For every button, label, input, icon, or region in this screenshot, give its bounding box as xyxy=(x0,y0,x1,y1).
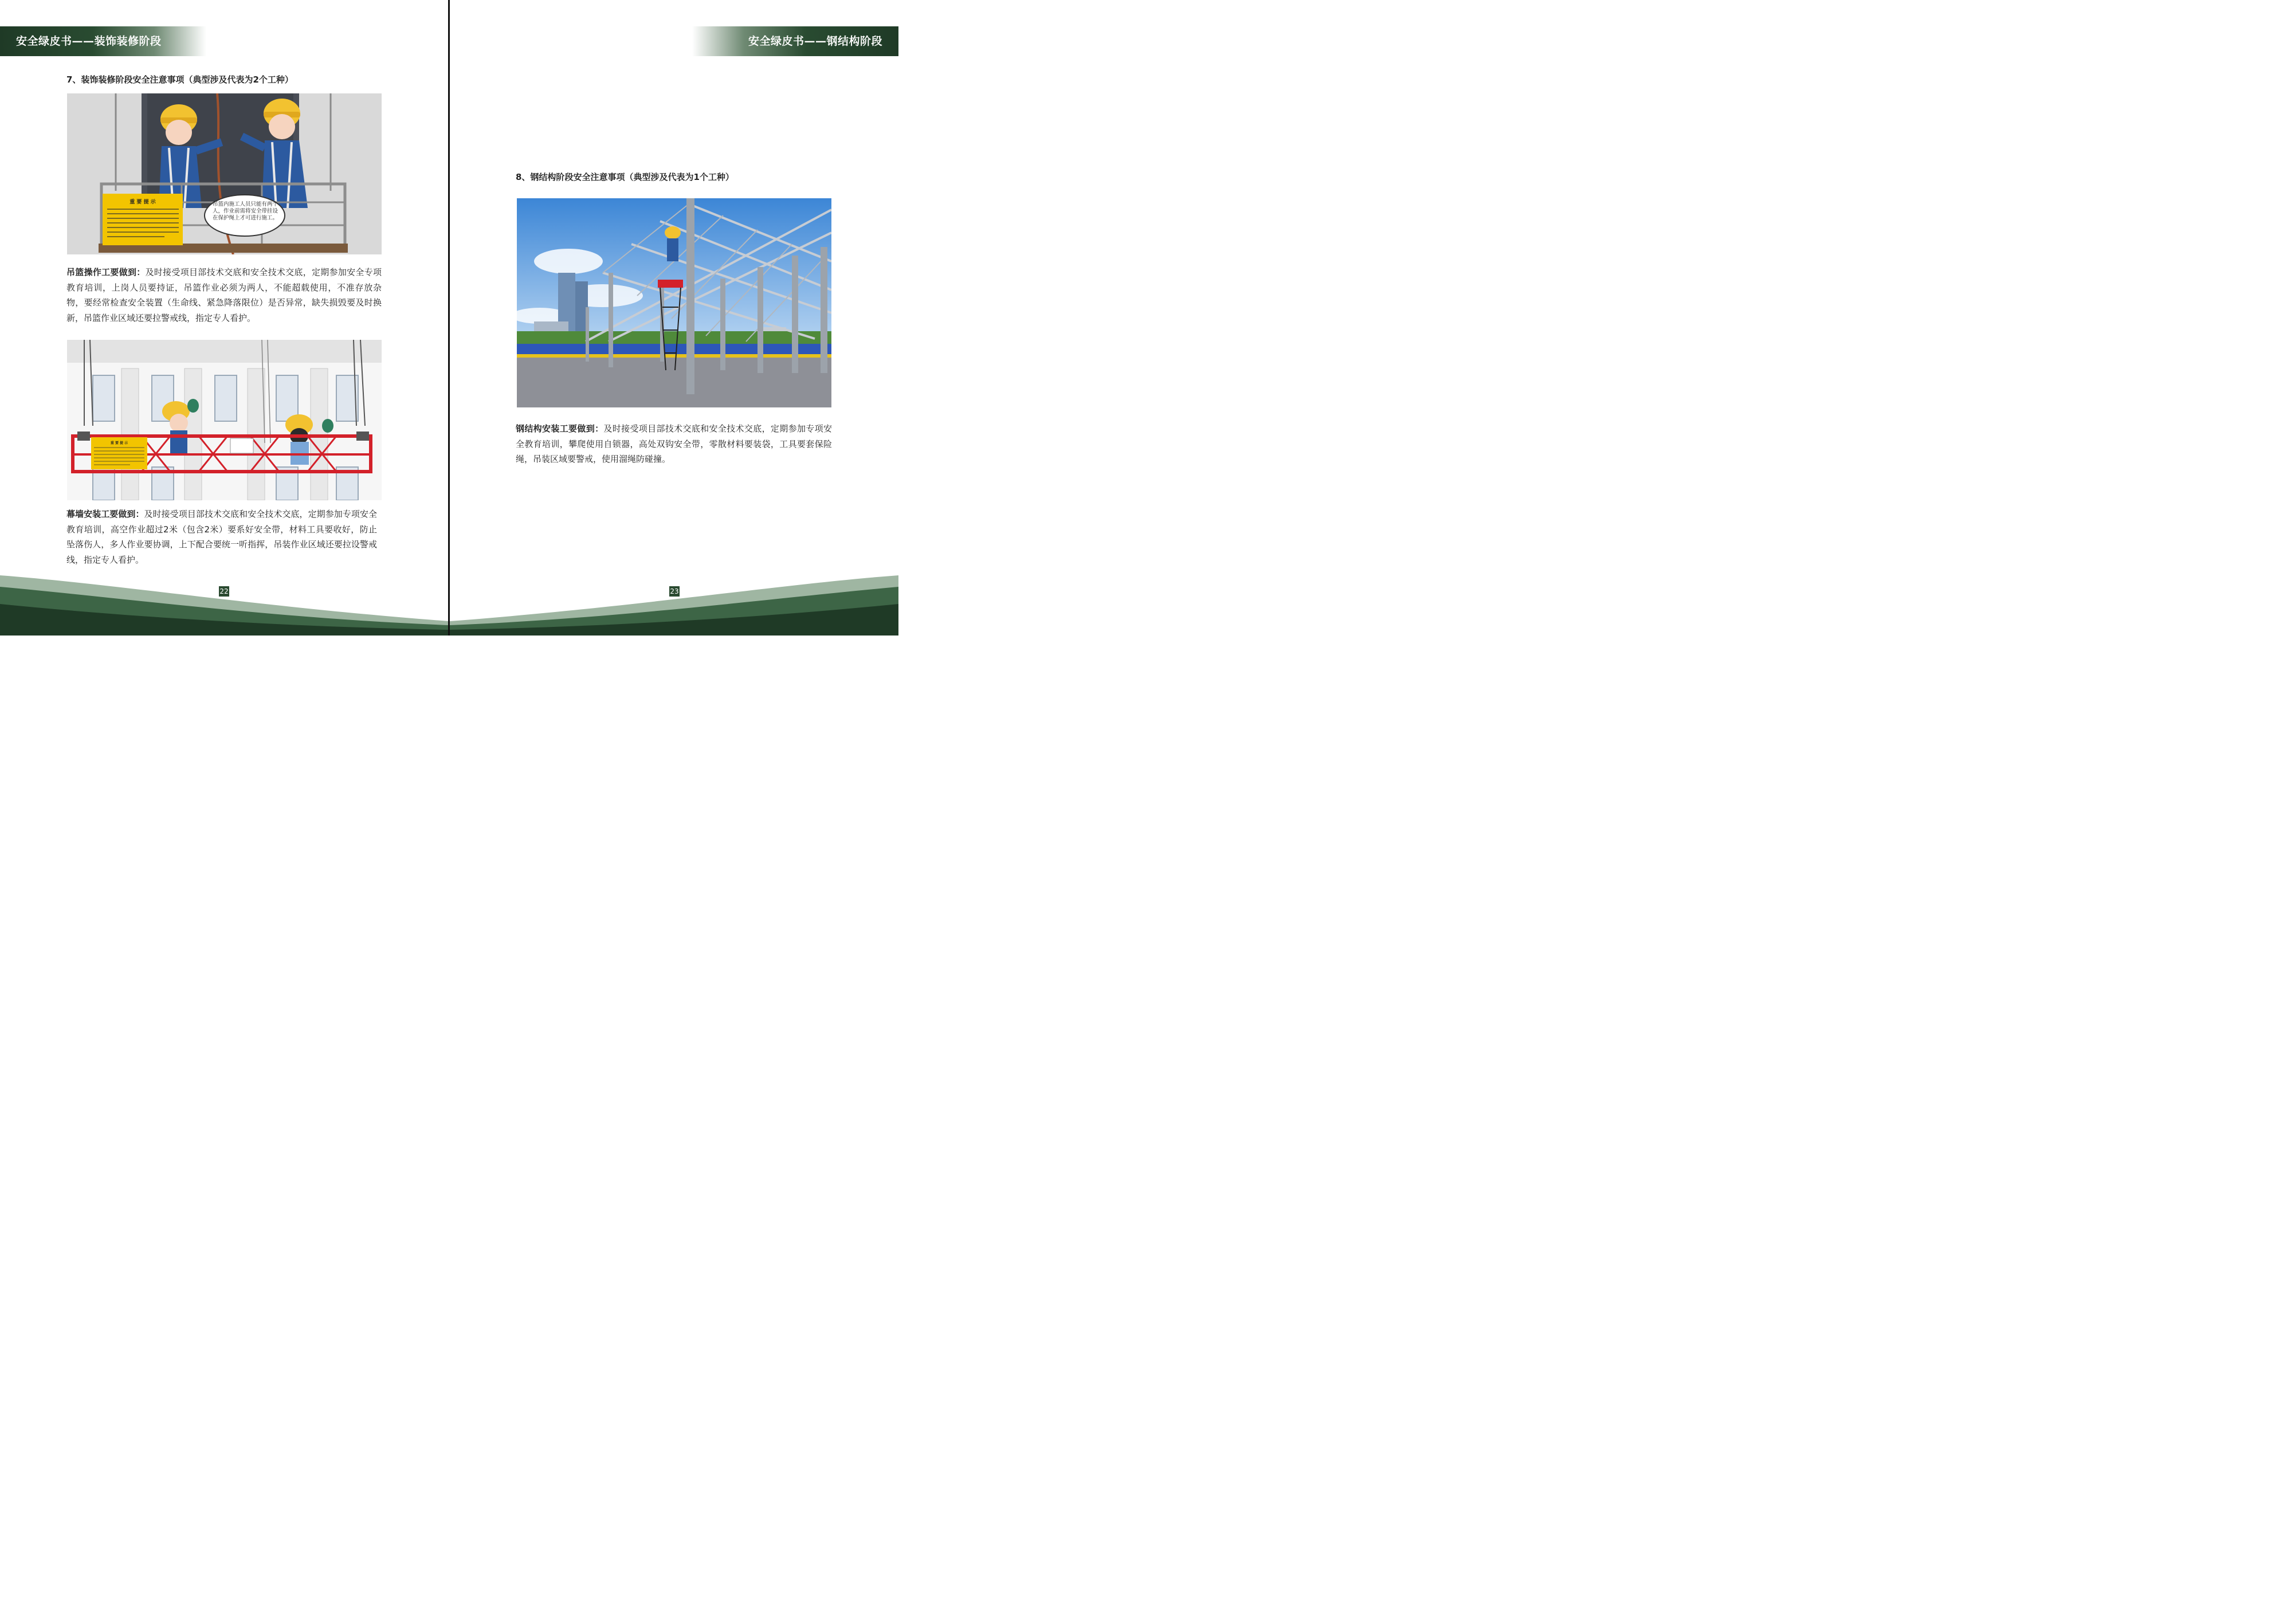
section-title: 7、装饰装修阶段安全注意事项（典型涉及代表为2个工种） xyxy=(66,74,293,85)
page-number: 22 xyxy=(219,587,229,595)
paragraph-gondola-operator xyxy=(66,265,382,325)
steel-structure-drawing xyxy=(517,198,831,407)
paragraph-steel-installer xyxy=(516,421,832,467)
paragraph-body: 及时接受项目部技术交底和安全技术交底，定期参加专项安全教育培训，高空作业超过2米（包含2米）要系好安全带，材料工具要收好，防止坠落伤人，多人作业要协调，上下配合要统一听指挥，吊装作业区域还要拉设警戒线，指定专人看护。 xyxy=(66,509,377,565)
section-title: 8、钢结构阶段安全注意事项（典型涉及代表为1个工种） xyxy=(516,172,734,182)
paragraph-lead: 吊篮操作工要做到： xyxy=(66,267,146,277)
paragraph-lead: 幕墙安装工要做到： xyxy=(66,509,144,519)
page-23 xyxy=(450,0,898,636)
page-header-banner: 安全绿皮书——装饰装修阶段 xyxy=(0,26,206,56)
paragraph-lead: 钢结构安装工要做到： xyxy=(516,423,604,434)
speech-bubble-text: 吊篮内施工人员只能有两个人，作业前需将安全带挂设在保护绳上才可进行施工。 xyxy=(212,201,278,221)
curtain-wall-illustration xyxy=(67,340,382,500)
sign-title: 重 要 提 示 xyxy=(110,441,128,445)
page-22 xyxy=(0,0,449,636)
paragraph-body: 及时接受项目部技术交底和安全技术交底，定期参加专项安全教育培训，攀爬使用自锁器，高处双钩安全带，零散材料要装袋，工具要套保险绳，吊装区域要警戒，使用溜绳防碰撞。 xyxy=(516,423,832,464)
page-number: 23 xyxy=(670,587,679,595)
gondola-workers-illustration xyxy=(67,93,382,254)
footer-wave xyxy=(450,572,898,636)
spine-divider xyxy=(448,0,450,636)
steel-structure-illustration xyxy=(517,198,831,407)
paragraph-body: 及时接受项目部技术交底和安全技术交底，定期参加安全专项教育培训，上岗人员要持证，吊篮作业必须为两人，不能超载使用，不准存放杂物，要经常检查安全装置（生命线、紧急降落限位）是否异常，缺失损毁要及时换新，吊篮作业区域还要拉警戒线，指定专人看护。 xyxy=(66,267,382,323)
page-header-banner: 安全绿皮书——钢结构阶段 xyxy=(692,26,898,56)
gondola-workers-drawing xyxy=(67,93,382,254)
sign-title: 重 要 提 示 xyxy=(129,199,156,205)
curtain-wall-drawing xyxy=(67,340,382,500)
footer-wave xyxy=(0,572,449,636)
document-spread xyxy=(0,0,898,636)
paragraph-curtain-wall-installer xyxy=(66,507,377,567)
